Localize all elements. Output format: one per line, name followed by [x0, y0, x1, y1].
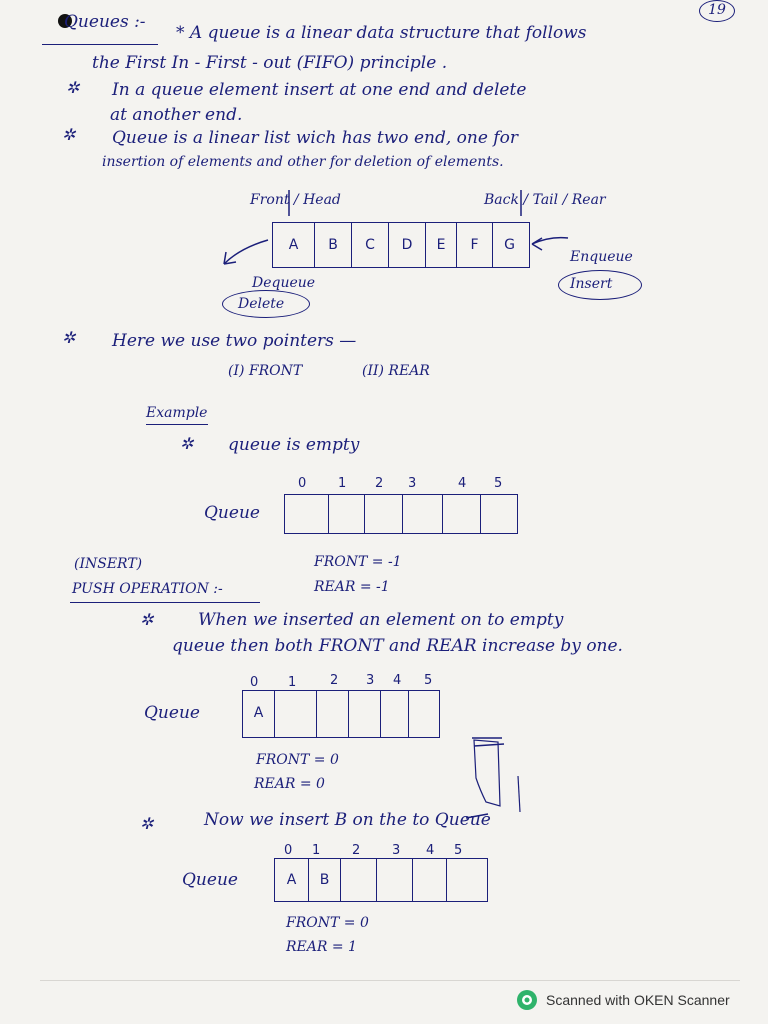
- queue-cell: D: [389, 223, 426, 267]
- bullet-star: ✲: [66, 78, 80, 97]
- bullet2-line1: Queue is a linear list wich has two end, one for: [112, 128, 518, 148]
- index-label: 5: [454, 843, 463, 858]
- queue-cell: [275, 691, 317, 737]
- rear-value: REAR = -1: [314, 579, 390, 595]
- queue-cell: A: [273, 223, 315, 267]
- index-label: 3: [366, 673, 375, 688]
- push-text-1: When we inserted an element on to empty: [198, 610, 564, 630]
- queue-cell: [349, 691, 381, 737]
- index-label: 3: [392, 843, 401, 858]
- queue-cell: B: [309, 859, 341, 901]
- queue-cell: [341, 859, 377, 901]
- index-label: 0: [250, 675, 259, 690]
- dequeue-label: Dequeue: [252, 275, 316, 291]
- bullet-star: ✲: [62, 328, 76, 347]
- queue-cell: [317, 691, 349, 737]
- page-number: 19: [699, 0, 735, 22]
- front-value: FRONT = 0: [256, 752, 339, 768]
- queue-label: Queue: [204, 503, 260, 523]
- heading-queues: Queues :-: [64, 12, 146, 32]
- empty-text: queue is empty: [228, 435, 360, 455]
- index-label: 1: [288, 675, 297, 690]
- front-value: FRONT = -1: [314, 554, 402, 570]
- pointer-front: (I) FRONT: [228, 363, 303, 379]
- index-label: 0: [298, 476, 307, 491]
- queue-label: Queue: [182, 870, 238, 890]
- queue-cell: [285, 495, 329, 533]
- push-heading: PUSH OPERATION :-: [72, 581, 223, 597]
- index-label: 5: [494, 476, 503, 491]
- queue-cell: [413, 859, 447, 901]
- queue-cell: [365, 495, 403, 533]
- queue-cell: C: [352, 223, 389, 267]
- front-head-label: Front / Head: [250, 192, 341, 208]
- index-label: 2: [375, 476, 384, 491]
- footer-text: Scanned with OKEN Scanner: [546, 992, 730, 1008]
- insert-label: Insert: [570, 276, 613, 292]
- example-underline: [146, 424, 208, 425]
- index-label: 1: [312, 843, 321, 858]
- rear-value: REAR = 1: [286, 939, 357, 955]
- bullet-star: ✲: [140, 814, 154, 833]
- index-label: 4: [426, 843, 435, 858]
- scanner-logo-icon: [516, 989, 538, 1011]
- queue-label: Queue: [144, 703, 200, 723]
- scanner-footer: [516, 989, 730, 1011]
- intro-line-1: * A queue is a linear data structure that follows: [176, 23, 587, 43]
- footer-rule: [40, 980, 740, 981]
- index-label: 4: [393, 673, 402, 688]
- queue-with-a-b: [274, 858, 488, 902]
- pointer-rear: (II) REAR: [362, 363, 430, 379]
- push-underline: [70, 602, 260, 603]
- index-label: 3: [408, 476, 417, 491]
- queue-cell: [481, 495, 517, 533]
- bullet-star: ✲: [62, 125, 76, 144]
- delete-label: Delete: [238, 296, 285, 312]
- example-heading: Example: [146, 405, 208, 421]
- intro-line-2: the First In - First - out (FIFO) principle .: [92, 53, 448, 73]
- bullet1-line2: at another end.: [110, 105, 243, 125]
- index-label: 4: [458, 476, 467, 491]
- index-label: 1: [338, 476, 347, 491]
- queue-with-a: [242, 690, 440, 738]
- queue-cell: E: [426, 223, 457, 267]
- queue-cell: [443, 495, 481, 533]
- queue-cell: [447, 859, 485, 901]
- bullet-star: ✲: [140, 610, 154, 629]
- queue-cell: A: [243, 691, 275, 737]
- now-text: Now we insert B on the to Queue: [204, 810, 491, 830]
- queue-cell: A: [275, 859, 309, 901]
- queue-cell: B: [315, 223, 352, 267]
- queue-empty: [284, 494, 518, 534]
- front-value: FRONT = 0: [286, 915, 369, 931]
- rear-value: REAR = 0: [254, 776, 325, 792]
- queue-cell: F: [457, 223, 493, 267]
- queue-cell: [381, 691, 409, 737]
- bullet-star: ✲: [180, 434, 194, 453]
- pointers-intro: Here we use two pointers —: [112, 331, 357, 351]
- index-label: 0: [284, 843, 293, 858]
- queue-cell: [409, 691, 437, 737]
- index-label: 5: [424, 673, 433, 688]
- insert-heading: (INSERT): [74, 556, 143, 572]
- queue-cell: G: [504, 237, 515, 253]
- queue-cell: [403, 495, 443, 533]
- enqueue-label: Enqueue: [570, 249, 633, 265]
- push-text-2: queue then both FRONT and REAR increase by one.: [172, 636, 623, 656]
- index-label: 2: [352, 843, 361, 858]
- back-tail-rear-label: Back / Tail / Rear: [484, 192, 606, 208]
- queue-cell: [377, 859, 413, 901]
- queue-cell: [329, 495, 365, 533]
- bullet1-line1: In a queue element insert at one end and delete: [112, 80, 527, 100]
- bullet2-line2: insertion of elements and other for deletion of elements.: [102, 154, 504, 170]
- index-label: 2: [330, 673, 339, 688]
